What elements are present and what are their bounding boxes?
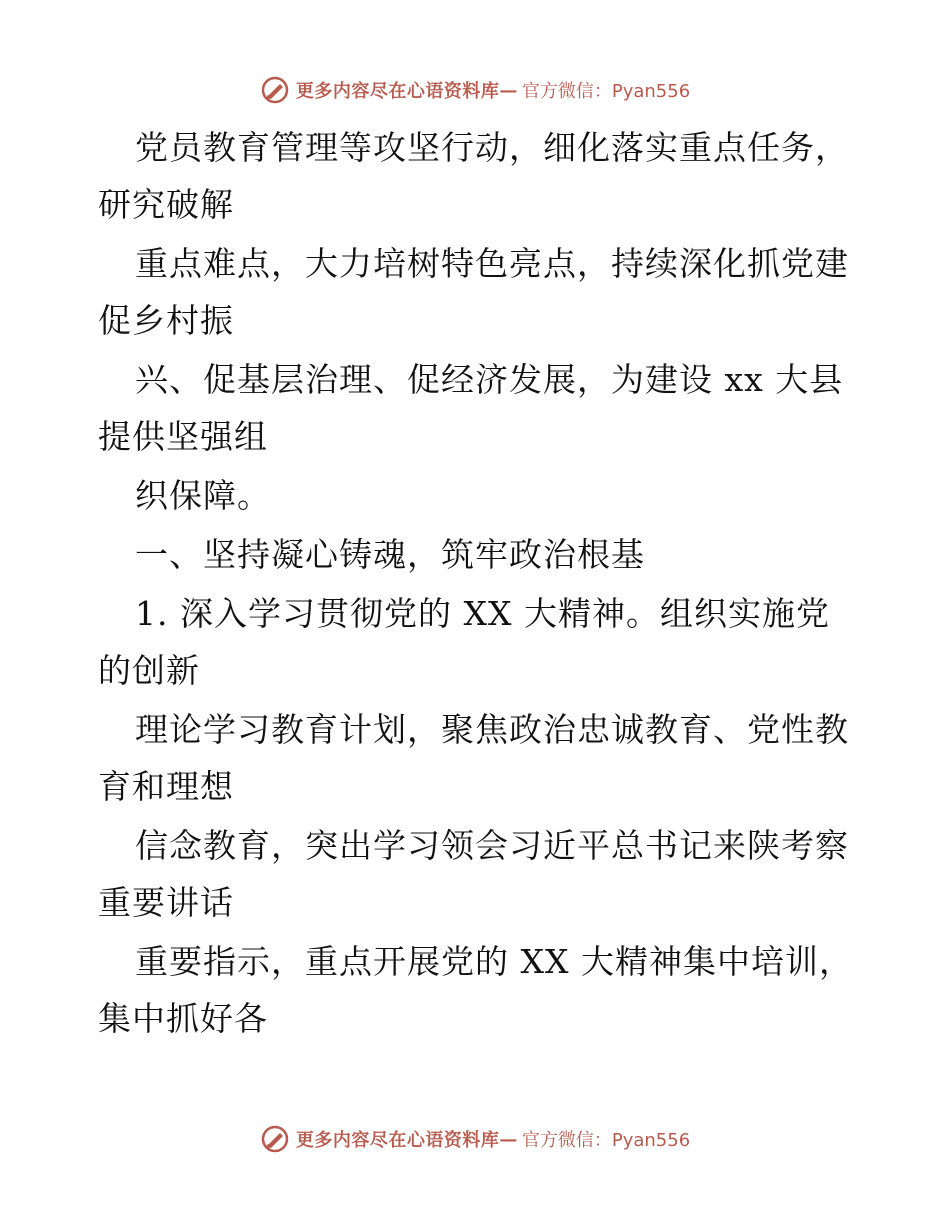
text-line: 党员教育管理等攻坚行动，细化落实重点任务， bbox=[135, 128, 849, 167]
text-line: 信念教育，突出学习领会习近平总书记来陕考察 bbox=[135, 826, 849, 865]
banner-title: 更多内容尽在心语资料库 bbox=[295, 81, 500, 102]
text-line: 促乡村振 bbox=[98, 301, 234, 340]
banner-dash: — bbox=[499, 1128, 518, 1150]
text-line: 重要讲话 bbox=[98, 883, 234, 922]
text-line: 理论学习教育计划，聚焦政治忠诚教育、党性教 bbox=[135, 710, 849, 749]
footer-banner bbox=[0, 1121, 950, 1157]
text-line: 的创新 bbox=[98, 651, 200, 690]
banner-wechat: 官方微信：Pyan556 bbox=[521, 81, 691, 102]
banner-dash: — bbox=[499, 79, 518, 101]
banner-title: 更多内容尽在心语资料库 bbox=[295, 1130, 500, 1151]
text-line: 研究破解 bbox=[98, 185, 234, 224]
pen-logo-icon bbox=[260, 1124, 290, 1154]
text-line: 织保障。 bbox=[135, 476, 271, 515]
pen-logo-icon bbox=[260, 75, 290, 105]
text-line: 1. 深入学习贯彻党的 XX 大精神。组织实施党 bbox=[135, 594, 830, 633]
text-line: 重要指示，重点开展党的 XX 大精神集中培训， bbox=[135, 942, 853, 981]
text-line: 兴、促基层治理、促经济发展，为建设 xx 大县 bbox=[135, 360, 844, 399]
text-line: 提供坚强组 bbox=[98, 417, 268, 456]
section-heading: 一、坚持凝心铸魂，筑牢政治根基 bbox=[135, 535, 645, 574]
text-line: 集中抓好各 bbox=[98, 999, 268, 1038]
text-line: 育和理想 bbox=[98, 767, 234, 806]
header-banner bbox=[0, 72, 950, 108]
text-line: 重点难点，大力培树特色亮点，持续深化抓党建 bbox=[135, 244, 849, 283]
banner-wechat: 官方微信：Pyan556 bbox=[521, 1130, 691, 1151]
